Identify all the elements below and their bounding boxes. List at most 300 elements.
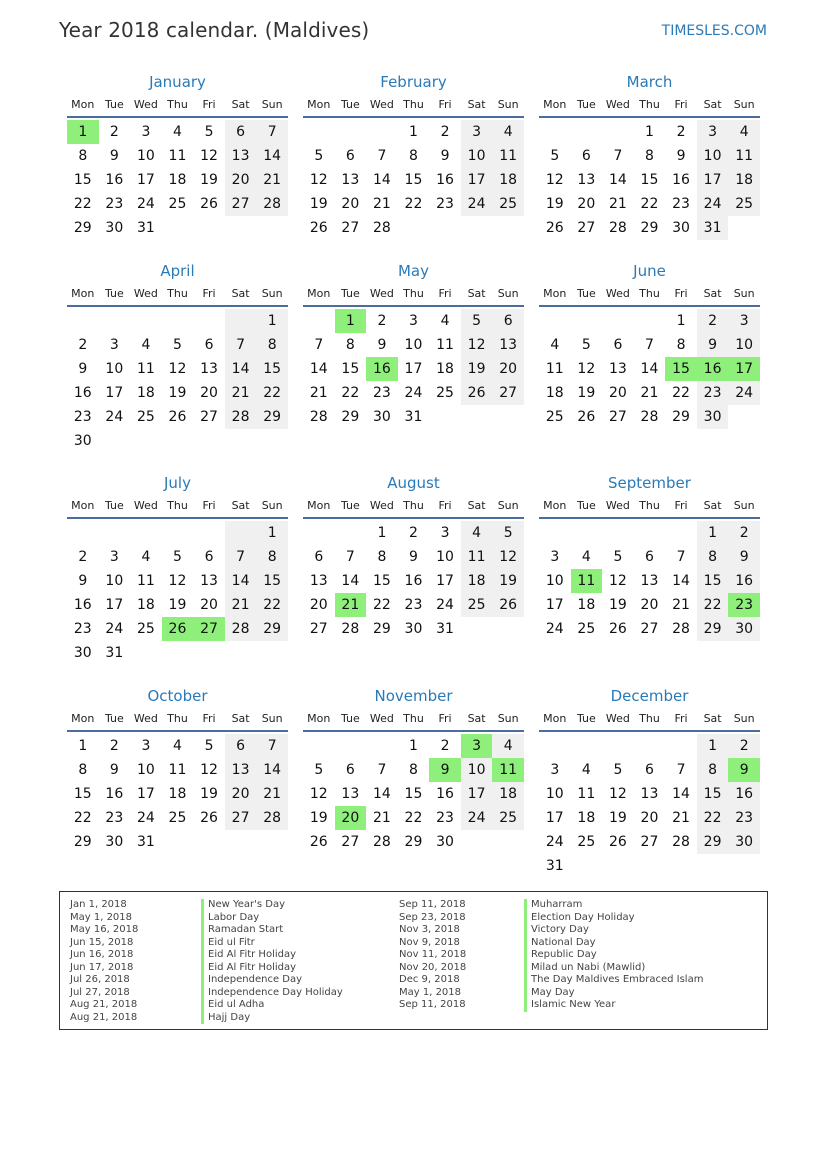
day-cell[interactable]: 13: [577, 172, 596, 188]
day-cell[interactable]: 12: [168, 573, 187, 589]
day-cell[interactable]: 30: [73, 433, 92, 449]
day-cell[interactable]: 7: [256, 734, 288, 758]
day-cell[interactable]: 7: [676, 549, 686, 565]
day-cell[interactable]: 20: [577, 196, 596, 212]
day-cell[interactable]: 22: [697, 593, 729, 617]
day-cell[interactable]: 31: [105, 645, 124, 661]
day-cell[interactable]: 13: [608, 361, 627, 377]
day-cell[interactable]: 5: [550, 148, 560, 164]
day-cell[interactable]: 10: [436, 549, 454, 565]
day-cell[interactable]: 28: [372, 220, 391, 236]
day-cell[interactable]: 21: [256, 782, 288, 806]
day-cell[interactable]: 6: [314, 549, 324, 565]
day-cell[interactable]: 19: [309, 196, 328, 212]
day-cell[interactable]: 14: [309, 361, 328, 377]
day-cell[interactable]: 10: [105, 361, 124, 377]
day-cell[interactable]: 10: [697, 144, 729, 168]
day-cell[interactable]: 31: [697, 216, 729, 240]
day-cell[interactable]: 30: [436, 834, 454, 850]
day-cell[interactable]: 3: [461, 120, 493, 144]
day-cell[interactable]: 3: [109, 549, 119, 565]
day-cell[interactable]: 15: [256, 569, 288, 593]
day-cell[interactable]: 3: [728, 309, 760, 333]
day-cell[interactable]: 5: [314, 148, 324, 164]
day-cell[interactable]: 2: [109, 738, 119, 754]
day-cell[interactable]: 19: [200, 172, 218, 188]
day-cell[interactable]: 14: [608, 172, 627, 188]
day-cell[interactable]: 14: [256, 758, 288, 782]
day-cell[interactable]: 8: [409, 762, 418, 778]
day-cell[interactable]: 31: [136, 834, 155, 850]
day-cell[interactable]: 13: [200, 573, 218, 589]
day-cell[interactable]: 13: [200, 361, 218, 377]
day-cell[interactable]: 14: [256, 144, 288, 168]
day-cell[interactable]: 24: [545, 621, 564, 637]
day-cell[interactable]: 19: [309, 810, 328, 826]
day-cell[interactable]: 4: [550, 337, 560, 353]
day-cell[interactable]: 5: [314, 762, 324, 778]
day-cell[interactable]: 22: [697, 806, 729, 830]
day-cell[interactable]: 23: [105, 196, 124, 212]
day-cell[interactable]: 12: [309, 786, 328, 802]
day-cell[interactable]: 11: [168, 148, 187, 164]
day-cell[interactable]: 9: [109, 148, 119, 164]
day-cell[interactable]: 19: [492, 569, 524, 593]
day-cell[interactable]: 17: [105, 597, 124, 613]
day-cell[interactable]: 12: [200, 762, 218, 778]
day-cell[interactable]: 30: [697, 405, 729, 429]
day-cell[interactable]: 13: [309, 573, 328, 589]
day-cell[interactable]: 21: [608, 196, 627, 212]
day-cell[interactable]: 21: [372, 810, 391, 826]
day-cell[interactable]: 9: [440, 148, 450, 164]
day-cell[interactable]: 8: [645, 148, 654, 164]
day-cell[interactable]: 25: [461, 593, 493, 617]
day-cell[interactable]: 15: [404, 786, 423, 802]
day-cell[interactable]: 23: [372, 385, 391, 401]
day-cell[interactable]: 11: [728, 144, 760, 168]
day-cell[interactable]: 3: [697, 120, 729, 144]
day-cell[interactable]: 8: [78, 148, 88, 164]
day-cell[interactable]: 20: [492, 357, 524, 381]
day-cell[interactable]: 10: [105, 573, 124, 589]
day-cell[interactable]: 29: [672, 409, 690, 425]
day-cell[interactable]: 30: [105, 220, 124, 236]
day-cell[interactable]: 5: [613, 762, 623, 778]
day-cell[interactable]: 26: [545, 220, 564, 236]
day-cell[interactable]: 18: [436, 361, 454, 377]
day-cell[interactable]: 3: [141, 124, 151, 140]
day-cell[interactable]: 14: [225, 357, 257, 381]
day-cell[interactable]: 26: [492, 593, 524, 617]
day-cell[interactable]: 6: [613, 337, 623, 353]
day-cell[interactable]: 9: [409, 549, 418, 565]
day-cell[interactable]: 11: [168, 762, 187, 778]
day-cell[interactable]: 17: [461, 782, 493, 806]
day-cell[interactable]: 14: [341, 573, 360, 589]
day-cell[interactable]: 6: [204, 549, 214, 565]
day-cell[interactable]: 21: [672, 810, 690, 826]
holiday-day-cell[interactable]: 1: [335, 309, 367, 333]
day-cell[interactable]: 20: [225, 782, 257, 806]
holiday-day-cell[interactable]: 26: [162, 617, 194, 641]
day-cell[interactable]: 19: [608, 810, 627, 826]
day-cell[interactable]: 24: [136, 196, 155, 212]
day-cell[interactable]: 27: [309, 621, 328, 637]
day-cell[interactable]: 2: [728, 734, 760, 758]
day-cell[interactable]: 16: [404, 573, 423, 589]
day-cell[interactable]: 4: [440, 313, 450, 329]
day-cell[interactable]: 5: [461, 309, 493, 333]
day-cell[interactable]: 17: [404, 361, 423, 377]
day-cell[interactable]: 27: [608, 409, 627, 425]
day-cell[interactable]: 27: [341, 220, 360, 236]
day-cell[interactable]: 21: [225, 381, 257, 405]
holiday-day-cell[interactable]: 11: [571, 569, 603, 593]
day-cell[interactable]: 5: [204, 738, 214, 754]
day-cell[interactable]: 30: [372, 409, 391, 425]
day-cell[interactable]: 30: [73, 645, 92, 661]
day-cell[interactable]: 12: [461, 333, 493, 357]
day-cell[interactable]: 1: [256, 521, 288, 545]
day-cell[interactable]: 12: [168, 361, 187, 377]
day-cell[interactable]: 4: [728, 120, 760, 144]
day-cell[interactable]: 6: [225, 734, 257, 758]
day-cell[interactable]: 7: [377, 762, 387, 778]
day-cell[interactable]: 13: [341, 786, 360, 802]
day-cell[interactable]: 29: [256, 617, 288, 641]
day-cell[interactable]: 31: [436, 621, 454, 637]
holiday-day-cell[interactable]: 9: [728, 758, 760, 782]
day-cell[interactable]: 23: [697, 381, 729, 405]
day-cell[interactable]: 22: [73, 810, 92, 826]
day-cell[interactable]: 9: [78, 573, 88, 589]
day-cell[interactable]: 17: [697, 168, 729, 192]
day-cell[interactable]: 23: [436, 196, 454, 212]
day-cell[interactable]: 11: [577, 786, 596, 802]
day-cell[interactable]: 11: [136, 573, 155, 589]
day-cell[interactable]: 8: [697, 545, 729, 569]
day-cell[interactable]: 11: [136, 361, 155, 377]
day-cell[interactable]: 23: [436, 810, 454, 826]
day-cell[interactable]: 2: [109, 124, 119, 140]
day-cell[interactable]: 9: [728, 545, 760, 569]
day-cell[interactable]: 12: [200, 148, 218, 164]
day-cell[interactable]: 28: [672, 621, 690, 637]
holiday-day-cell[interactable]: 17: [728, 357, 760, 381]
day-cell[interactable]: 17: [136, 172, 155, 188]
day-cell[interactable]: 16: [728, 569, 760, 593]
day-cell[interactable]: 9: [78, 361, 88, 377]
day-cell[interactable]: 9: [377, 337, 387, 353]
day-cell[interactable]: 22: [73, 196, 92, 212]
day-cell[interactable]: 18: [577, 810, 596, 826]
day-cell[interactable]: 11: [545, 361, 564, 377]
day-cell[interactable]: 28: [256, 192, 288, 216]
day-cell[interactable]: 11: [436, 337, 454, 353]
holiday-day-cell[interactable]: 3: [461, 734, 493, 758]
day-cell[interactable]: 29: [256, 405, 288, 429]
day-cell[interactable]: 29: [341, 409, 360, 425]
day-cell[interactable]: 18: [545, 385, 564, 401]
day-cell[interactable]: 20: [640, 597, 659, 613]
day-cell[interactable]: 19: [200, 786, 218, 802]
day-cell[interactable]: 18: [461, 569, 493, 593]
day-cell[interactable]: 31: [404, 409, 423, 425]
day-cell[interactable]: 25: [136, 621, 155, 637]
day-cell[interactable]: 18: [728, 168, 760, 192]
day-cell[interactable]: 21: [672, 597, 690, 613]
day-cell[interactable]: 28: [672, 834, 690, 850]
day-cell[interactable]: 6: [645, 762, 654, 778]
day-cell[interactable]: 31: [545, 858, 564, 874]
day-cell[interactable]: 9: [676, 148, 686, 164]
day-cell[interactable]: 20: [608, 385, 627, 401]
day-cell[interactable]: 4: [581, 549, 591, 565]
day-cell[interactable]: 18: [577, 597, 596, 613]
holiday-day-cell[interactable]: 16: [697, 357, 729, 381]
holiday-day-cell[interactable]: 20: [335, 806, 367, 830]
day-cell[interactable]: 24: [697, 192, 729, 216]
day-cell[interactable]: 28: [225, 617, 257, 641]
day-cell[interactable]: 30: [404, 621, 423, 637]
day-cell[interactable]: 1: [256, 309, 288, 333]
day-cell[interactable]: 16: [73, 385, 92, 401]
day-cell[interactable]: 26: [461, 381, 493, 405]
day-cell[interactable]: 7: [676, 762, 686, 778]
day-cell[interactable]: 8: [697, 758, 729, 782]
day-cell[interactable]: 6: [225, 120, 257, 144]
day-cell[interactable]: 23: [73, 621, 92, 637]
day-cell[interactable]: 19: [168, 385, 187, 401]
day-cell[interactable]: 9: [697, 333, 729, 357]
day-cell[interactable]: 2: [377, 313, 387, 329]
day-cell[interactable]: 16: [436, 172, 454, 188]
day-cell[interactable]: 18: [136, 597, 155, 613]
day-cell[interactable]: 25: [577, 621, 596, 637]
day-cell[interactable]: 18: [492, 782, 524, 806]
day-cell[interactable]: 15: [640, 172, 659, 188]
holiday-day-cell[interactable]: 11: [492, 758, 524, 782]
day-cell[interactable]: 12: [309, 172, 328, 188]
day-cell[interactable]: 2: [78, 337, 88, 353]
day-cell[interactable]: 3: [109, 337, 119, 353]
day-cell[interactable]: 7: [345, 549, 355, 565]
day-cell[interactable]: 15: [256, 357, 288, 381]
day-cell[interactable]: 30: [728, 830, 760, 854]
day-cell[interactable]: 1: [377, 525, 387, 541]
day-cell[interactable]: 26: [608, 621, 627, 637]
day-cell[interactable]: 17: [105, 385, 124, 401]
day-cell[interactable]: 20: [225, 168, 257, 192]
day-cell[interactable]: 19: [545, 196, 564, 212]
day-cell[interactable]: 2: [697, 309, 729, 333]
day-cell[interactable]: 3: [550, 549, 560, 565]
day-cell[interactable]: 23: [728, 806, 760, 830]
day-cell[interactable]: 20: [200, 385, 218, 401]
day-cell[interactable]: 15: [372, 573, 391, 589]
day-cell[interactable]: 22: [256, 593, 288, 617]
day-cell[interactable]: 28: [225, 405, 257, 429]
day-cell[interactable]: 10: [461, 758, 493, 782]
day-cell[interactable]: 15: [697, 569, 729, 593]
day-cell[interactable]: 19: [461, 357, 493, 381]
day-cell[interactable]: 15: [697, 782, 729, 806]
day-cell[interactable]: 2: [676, 124, 686, 140]
day-cell[interactable]: 13: [640, 573, 659, 589]
day-cell[interactable]: 10: [545, 573, 564, 589]
day-cell[interactable]: 20: [200, 597, 218, 613]
day-cell[interactable]: 17: [545, 597, 564, 613]
day-cell[interactable]: 26: [309, 220, 328, 236]
day-cell[interactable]: 21: [640, 385, 659, 401]
day-cell[interactable]: 23: [404, 597, 423, 613]
day-cell[interactable]: 17: [545, 810, 564, 826]
day-cell[interactable]: 7: [225, 545, 257, 569]
day-cell[interactable]: 12: [545, 172, 564, 188]
day-cell[interactable]: 22: [672, 385, 690, 401]
site-link[interactable]: TIMESLES.COM: [661, 23, 767, 39]
day-cell[interactable]: 24: [545, 834, 564, 850]
day-cell[interactable]: 7: [613, 148, 623, 164]
day-cell[interactable]: 13: [225, 144, 257, 168]
day-cell[interactable]: 24: [436, 597, 454, 613]
day-cell[interactable]: 24: [105, 409, 124, 425]
day-cell[interactable]: 1: [645, 124, 654, 140]
day-cell[interactable]: 8: [377, 549, 387, 565]
day-cell[interactable]: 26: [200, 810, 218, 826]
day-cell[interactable]: 7: [645, 337, 654, 353]
day-cell[interactable]: 10: [728, 333, 760, 357]
day-cell[interactable]: 6: [581, 148, 591, 164]
day-cell[interactable]: 1: [676, 313, 686, 329]
day-cell[interactable]: 28: [640, 409, 659, 425]
day-cell[interactable]: 18: [168, 786, 187, 802]
day-cell[interactable]: 12: [577, 361, 596, 377]
day-cell[interactable]: 24: [461, 806, 493, 830]
day-cell[interactable]: 13: [492, 333, 524, 357]
day-cell[interactable]: 5: [204, 124, 214, 140]
day-cell[interactable]: 16: [105, 172, 124, 188]
day-cell[interactable]: 21: [372, 196, 391, 212]
day-cell[interactable]: 5: [581, 337, 591, 353]
day-cell[interactable]: 11: [461, 545, 493, 569]
day-cell[interactable]: 27: [640, 621, 659, 637]
day-cell[interactable]: 14: [640, 361, 659, 377]
day-cell[interactable]: 6: [345, 762, 355, 778]
day-cell[interactable]: 8: [409, 148, 418, 164]
day-cell[interactable]: 22: [404, 196, 423, 212]
day-cell[interactable]: 17: [136, 786, 155, 802]
day-cell[interactable]: 24: [105, 621, 124, 637]
day-cell[interactable]: 4: [581, 762, 591, 778]
day-cell[interactable]: 5: [613, 549, 623, 565]
day-cell[interactable]: 27: [341, 834, 360, 850]
day-cell[interactable]: 29: [404, 834, 423, 850]
day-cell[interactable]: 28: [372, 834, 391, 850]
day-cell[interactable]: 1: [78, 738, 88, 754]
day-cell[interactable]: 18: [168, 172, 187, 188]
day-cell[interactable]: 17: [436, 573, 454, 589]
holiday-day-cell[interactable]: 21: [335, 593, 367, 617]
day-cell[interactable]: 27: [577, 220, 596, 236]
day-cell[interactable]: 28: [309, 409, 328, 425]
day-cell[interactable]: 4: [492, 120, 524, 144]
day-cell[interactable]: 12: [608, 786, 627, 802]
day-cell[interactable]: 22: [256, 381, 288, 405]
day-cell[interactable]: 10: [136, 762, 155, 778]
day-cell[interactable]: 5: [173, 549, 182, 565]
day-cell[interactable]: 14: [372, 172, 391, 188]
day-cell[interactable]: 27: [640, 834, 659, 850]
day-cell[interactable]: 21: [256, 168, 288, 192]
day-cell[interactable]: 20: [341, 196, 360, 212]
day-cell[interactable]: 28: [256, 806, 288, 830]
day-cell[interactable]: 29: [697, 830, 729, 854]
day-cell[interactable]: 8: [78, 762, 88, 778]
day-cell[interactable]: 12: [608, 573, 627, 589]
day-cell[interactable]: 1: [697, 521, 729, 545]
day-cell[interactable]: 26: [168, 409, 187, 425]
day-cell[interactable]: 5: [492, 521, 524, 545]
day-cell[interactable]: 4: [461, 521, 493, 545]
holiday-day-cell[interactable]: 1: [67, 120, 99, 144]
day-cell[interactable]: 19: [577, 385, 596, 401]
day-cell[interactable]: 25: [545, 409, 564, 425]
day-cell[interactable]: 16: [436, 786, 454, 802]
day-cell[interactable]: 21: [225, 593, 257, 617]
day-cell[interactable]: 29: [73, 834, 92, 850]
day-cell[interactable]: 15: [404, 172, 423, 188]
day-cell[interactable]: 20: [309, 597, 328, 613]
day-cell[interactable]: 16: [672, 172, 690, 188]
day-cell[interactable]: 29: [372, 621, 391, 637]
day-cell[interactable]: 24: [461, 192, 493, 216]
day-cell[interactable]: 10: [545, 786, 564, 802]
day-cell[interactable]: 27: [200, 409, 218, 425]
day-cell[interactable]: 2: [728, 521, 760, 545]
day-cell[interactable]: 4: [141, 337, 151, 353]
day-cell[interactable]: 4: [141, 549, 151, 565]
day-cell[interactable]: 25: [436, 385, 454, 401]
day-cell[interactable]: 7: [377, 148, 387, 164]
day-cell[interactable]: 29: [697, 617, 729, 641]
day-cell[interactable]: 13: [640, 786, 659, 802]
day-cell[interactable]: 23: [73, 409, 92, 425]
day-cell[interactable]: 23: [672, 196, 690, 212]
day-cell[interactable]: 25: [728, 192, 760, 216]
day-cell[interactable]: 3: [550, 762, 560, 778]
day-cell[interactable]: 27: [492, 381, 524, 405]
day-cell[interactable]: 25: [168, 810, 187, 826]
day-cell[interactable]: 16: [73, 597, 92, 613]
day-cell[interactable]: 7: [225, 333, 257, 357]
day-cell[interactable]: 11: [492, 144, 524, 168]
day-cell[interactable]: 4: [173, 738, 182, 754]
day-cell[interactable]: 18: [136, 385, 155, 401]
day-cell[interactable]: 24: [728, 381, 760, 405]
day-cell[interactable]: 8: [345, 337, 355, 353]
day-cell[interactable]: 22: [404, 810, 423, 826]
day-cell[interactable]: 26: [309, 834, 328, 850]
day-cell[interactable]: 26: [577, 409, 596, 425]
day-cell[interactable]: 9: [109, 762, 119, 778]
day-cell[interactable]: 26: [200, 196, 218, 212]
day-cell[interactable]: 19: [168, 597, 187, 613]
day-cell[interactable]: 14: [672, 573, 690, 589]
day-cell[interactable]: 14: [372, 786, 391, 802]
day-cell[interactable]: 7: [314, 337, 324, 353]
